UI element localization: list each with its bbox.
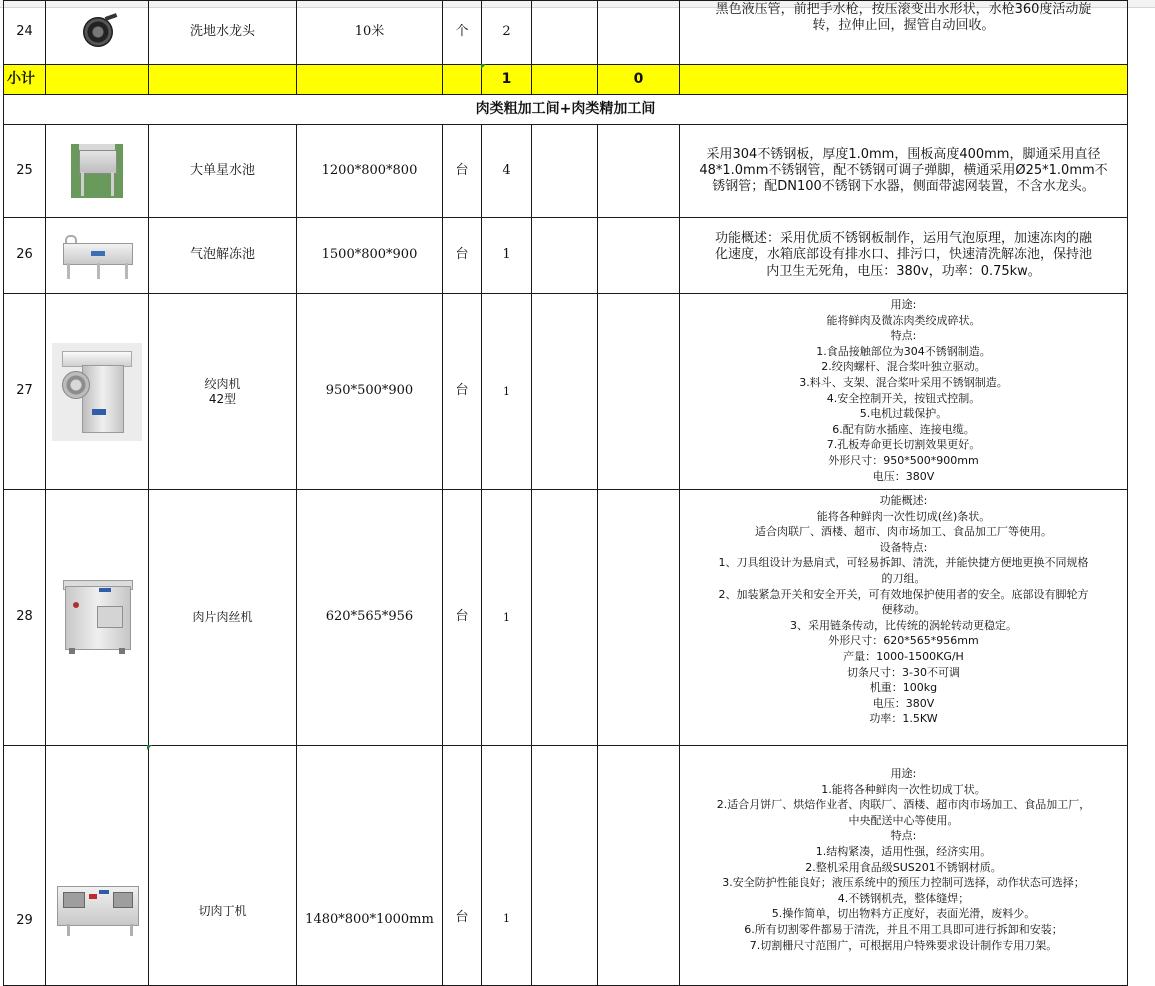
desc-line: 能将各种鲜肉一次性切成(丝)条状。 (816, 509, 991, 523)
desc-line: 特点: (890, 829, 917, 843)
cell-qty[interactable]: 1 (482, 490, 532, 746)
cell-desc[interactable] (680, 490, 1128, 746)
desc-line: 7.切割栅尺寸范围广，可根据用户特殊要求设计制作专用刀架。 (749, 938, 1058, 952)
desc-line: 产量：1000-1500KG/H (843, 649, 964, 663)
desc-line: 转，拉伸止回，握管自动回收。 (812, 18, 995, 34)
name-line: 绞肉机 (204, 376, 241, 391)
cell-desc[interactable] (680, 746, 1128, 986)
desc-line: 48*1.0mm不锈钢管，配不锈钢可调子弹脚，横通采用Ø25*1.0mm不 (699, 162, 1108, 178)
desc-line: 1.食品接触部位为304不锈钢制造。 (816, 344, 991, 358)
desc-line: 机重：100kg (869, 681, 938, 695)
cell-no[interactable]: 26 (4, 218, 46, 294)
cell-unit[interactable]: 台 (443, 490, 482, 746)
desc-line: 6.配有防水插座、连接电缆。 (832, 422, 975, 436)
cell-price[interactable] (532, 218, 598, 294)
cell-image[interactable] (46, 1, 149, 65)
desc-line: 黑色液压管，前把手水枪，按压滚变出水形状，水枪360度活动旋 (715, 2, 1092, 17)
table-row-24[interactable] (4, 1, 1128, 65)
cell-image[interactable] (46, 218, 149, 294)
section-title[interactable]: 肉类粗加工间+肉类精加工间 (4, 95, 1128, 125)
cell-desc[interactable] (680, 125, 1128, 218)
floor-hose-reel-icon (75, 15, 119, 51)
cell-price[interactable] (532, 746, 598, 986)
cell-name[interactable]: 大单星水池 (149, 125, 297, 218)
desc-line: 功能概述: (879, 494, 928, 507)
desc-line: 2、加装紧急开关和安全开关，可有效地保护使用者的安全。底部设有脚轮方 (718, 587, 1089, 601)
cell-name[interactable]: 洗地水龙头 (149, 1, 297, 65)
desc-line: 外形尺寸：950*500*900mm (828, 453, 979, 467)
cell-name[interactable]: 肉片肉丝机 (149, 490, 297, 746)
desc-line: 7.孔板寿命更长切割效果更好。 (826, 438, 981, 452)
subtotal-cell[interactable] (532, 65, 598, 95)
cell-dims[interactable]: 1200*800*800 (297, 125, 443, 218)
desc-line: 3.料斗、支架、混合桨叶采用不锈钢制造。 (799, 375, 1008, 389)
cell-no[interactable]: 24 (4, 1, 46, 65)
desc-line: 能将鲜肉及微冻肉类绞成碎状。 (826, 313, 981, 327)
cell-unit[interactable]: 台 (443, 294, 482, 490)
subtotal-amount[interactable]: 0 (598, 65, 680, 95)
cell-amount[interactable] (598, 218, 680, 294)
desc-line: 锈钢管；配DN100不锈钢下水器，侧面带滤网装置，不含水龙头。 (712, 179, 1095, 195)
cell-desc[interactable] (680, 294, 1128, 490)
subtotal-cell[interactable] (46, 65, 149, 95)
single-sink-icon (71, 144, 123, 198)
cell-dims[interactable]: 1480*800*1000mm (297, 746, 443, 986)
cell-no[interactable]: 28 (4, 490, 46, 746)
cell-amount[interactable] (598, 125, 680, 218)
equipment-table (3, 0, 1128, 986)
cell-qty[interactable]: 1 (482, 218, 532, 294)
cell-no[interactable]: 27 (4, 294, 46, 490)
desc-line: 5.操作简单，切出物料方正度好，表面光滑，废料少。 (771, 907, 1036, 921)
desc-line: 2.适合月饼厂、烘焙作业者、肉联厂、酒楼、超市肉市场加工、食品加工厂， (716, 798, 1091, 812)
desc-line: 中央配送中心等使用。 (848, 813, 959, 827)
cell-name[interactable] (149, 294, 297, 490)
desc-line: 电压：380V (872, 696, 935, 710)
desc-line: 化速度，水箱底部设有排水口、排污口，快速清洗解冻池，保持池 (714, 247, 1092, 263)
cell-price[interactable] (532, 1, 598, 65)
cell-unit[interactable]: 个 (443, 1, 482, 65)
cell-name[interactable]: 气泡解冻池 (149, 218, 297, 294)
meat-slicer-icon (61, 580, 133, 656)
desc-line: 的刀组。 (881, 571, 926, 585)
desc-line: 4.安全控制开关，按钮式控制。 (826, 391, 981, 405)
subtotal-cell[interactable] (443, 65, 482, 95)
desc-line: 适合肉联厂、酒楼、超市、肉市场加工、食品加工厂等使用。 (755, 525, 1052, 539)
bubble-thawing-tank-icon (61, 231, 133, 281)
desc-line: 采用304不锈钢板，厚度1.0mm，围板高度400mm，脚通采用直径 (706, 146, 1101, 162)
desc-line: 功率：1.5KW (869, 712, 938, 726)
table-row-28[interactable] (4, 490, 1128, 746)
cell-qty[interactable]: 1 (482, 294, 532, 490)
cell-name[interactable]: 切肉丁机 (149, 746, 297, 986)
cell-comment-marker (481, 64, 486, 69)
cell-amount[interactable] (598, 746, 680, 986)
cell-qty[interactable]: 4 (482, 125, 532, 218)
cell-unit[interactable]: 台 (443, 125, 482, 218)
cell-desc[interactable] (680, 1, 1128, 65)
subtotal-cell[interactable] (680, 65, 1128, 95)
desc-line: 1.结构紧凑，适用性强，经济实用。 (815, 844, 992, 858)
cell-dims[interactable]: 10米 (297, 1, 443, 65)
subtotal-label[interactable]: 小计 (4, 65, 46, 95)
name-line: 42型 (208, 391, 237, 406)
table-row-25[interactable] (4, 125, 1128, 218)
desc-line: 切条尺寸：3-30不可调 (847, 665, 960, 679)
desc-line: 功能概述：采用优质不锈钢板制作，运用气泡原理，加速冻肉的融 (714, 231, 1092, 247)
table-row-27[interactable] (4, 294, 1128, 490)
subtotal-row[interactable] (4, 65, 1128, 95)
cell-qty[interactable]: 2 (482, 1, 532, 65)
cell-comment-marker (147, 745, 152, 750)
cell-amount[interactable] (598, 294, 680, 490)
meat-dicer-icon (55, 880, 139, 938)
desc-line: 5.电机过载保护。 (859, 407, 948, 421)
desc-line: 4.不锈钢机壳，整体缝焊； (837, 891, 970, 905)
desc-line: 3、采用链条传动，比传统的涡轮转动更稳定。 (790, 618, 1017, 632)
desc-line: 特点: (890, 329, 917, 343)
desc-line: 3.安全防护性能良好；液压系统中的预压力控制可选择，动作状态可选择； (722, 876, 1085, 890)
table-row-29[interactable] (4, 746, 1128, 986)
desc-line: 内卫生无死角，电压：380v，功率：0.75kw。 (766, 263, 1041, 279)
cell-amount[interactable] (598, 1, 680, 65)
cell-price[interactable] (532, 294, 598, 490)
cell-no[interactable]: 25 (4, 125, 46, 218)
cell-unit[interactable]: 台 (443, 218, 482, 294)
cell-unit[interactable]: 台 (443, 746, 482, 986)
cell-qty[interactable]: 1 (482, 746, 532, 986)
cell-price[interactable] (532, 125, 598, 218)
cell-price[interactable] (532, 490, 598, 746)
cell-image[interactable] (46, 746, 149, 986)
cell-no[interactable]: 29 (4, 746, 46, 986)
cell-dims[interactable]: 950*500*900 (297, 294, 443, 490)
table-row-26[interactable] (4, 218, 1128, 294)
cell-image[interactable] (46, 490, 149, 746)
desc-line: 2.整机采用食品级SUS201不锈钢材质。 (805, 860, 1002, 874)
subtotal-cell[interactable] (149, 65, 297, 95)
section-row[interactable] (4, 95, 1128, 125)
desc-line: 电压：380V (872, 469, 935, 483)
desc-line: 1.能将各种鲜肉一次性切成丁状。 (821, 782, 986, 796)
desc-line: 1、刀具组设计为悬肩式，可轻易拆卸、清洗，并能快捷方便地更换不同规格 (718, 556, 1089, 570)
desc-line: 便移动。 (881, 603, 926, 617)
cell-desc[interactable] (680, 218, 1128, 294)
subtotal-qty[interactable]: 1 (482, 65, 532, 95)
desc-line: 外形尺寸：620*565*956mm (828, 634, 979, 648)
meat-grinder-icon (52, 343, 142, 441)
desc-line: 用途: (890, 298, 917, 311)
cell-dims[interactable]: 620*565*956 (297, 490, 443, 746)
desc-line: 用途: (890, 767, 917, 780)
subtotal-cell[interactable] (297, 65, 443, 95)
desc-line: 2.绞肉螺杆、混合桨叶独立驱动。 (821, 360, 986, 374)
cell-image[interactable] (46, 294, 149, 490)
desc-line: 设备特点: (879, 540, 928, 554)
cell-amount[interactable] (598, 490, 680, 746)
cell-dims[interactable]: 1500*800*900 (297, 218, 443, 294)
desc-line: 6.所有切割零件都易于清洗，并且不用工具即可进行拆卸和安装； (744, 922, 1063, 936)
cell-image[interactable] (46, 125, 149, 218)
